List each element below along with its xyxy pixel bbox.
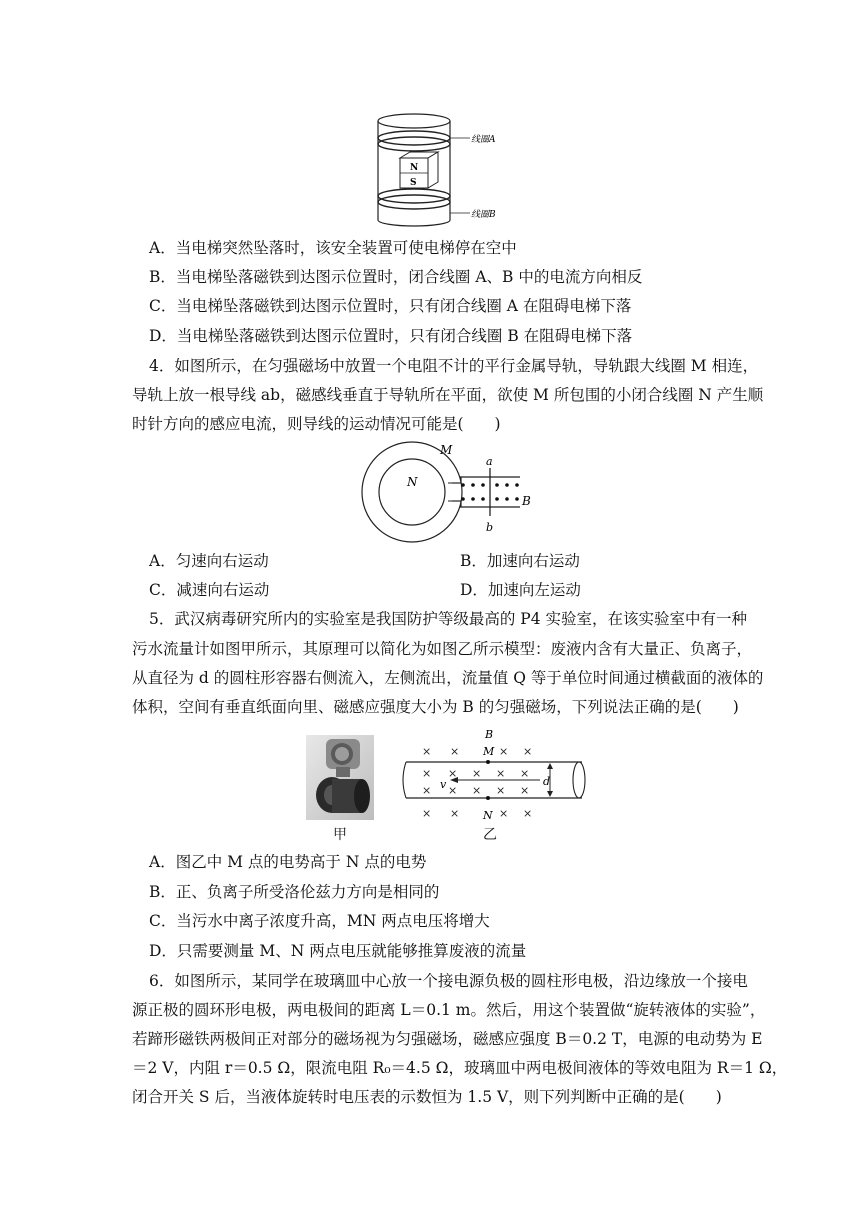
field-cross-mark: × bbox=[499, 745, 509, 758]
q6-stem-line-2: 源正极的圆环形电极，两电极间的距离 L＝0.1 m。然后，用这个装置做“旋转液体的实验”， bbox=[132, 1001, 766, 1019]
field-cross-mark: × bbox=[422, 745, 432, 758]
q5-stem-line-4: 体积，空间有垂直纸面向里、磁感应强度大小为 B 的匀强磁场，下列说法正确的是( ) bbox=[132, 698, 739, 716]
q5-stem-line-3: 从直径为 d 的圆柱形容器右侧流入，左侧流出，流量值 Q 等于单位时间通过横截面的液体的 bbox=[132, 669, 764, 687]
q4-figure-coil-rails bbox=[355, 440, 545, 550]
field-cross-mark: × bbox=[448, 767, 458, 780]
caption-jia: 甲 bbox=[333, 827, 347, 843]
field-cross-mark: × bbox=[472, 767, 482, 780]
q5-stem-line-1: 5．武汉病毒研究所内的实验室是我国防护等级最高的 P4 实验室，在该实验室中有一种 bbox=[149, 610, 748, 628]
coil-m-label: M bbox=[440, 443, 453, 457]
q4-stem-line-2: 导轨上放一根导线 ab，磁感线垂直于导轨所在平面，欲使 M 所包围的小闭合线圈 N 产生顺 bbox=[132, 386, 764, 404]
q6-stem-line-5: 闭合开关 S 后，当液体旋转时电压表的示数恒为 1.5 V，则下列判断中正确的是( ) bbox=[132, 1088, 722, 1106]
q3-option-b: B．当电梯坠落磁铁到达图示位置时，闭合线圈 A、B 中的电流方向相反 bbox=[149, 268, 643, 286]
point-n-label: N bbox=[483, 809, 493, 822]
coil-a-label: 线圈A bbox=[471, 135, 496, 145]
caption-yi: 乙 bbox=[483, 827, 497, 843]
q4-option-d: D．加速向左运动 bbox=[460, 581, 581, 599]
q4-stem-line-3: 时针方向的感应电流，则导线的运动情况可能是( ) bbox=[132, 415, 501, 433]
q6-stem-line-4: ＝2 V，内阻 r＝0.5 Ω，限流电阻 R₀＝4.5 Ω，玻璃皿中两电极间液体的等效电阻为 R＝1 Ω， bbox=[132, 1059, 788, 1077]
q6-stem-line-3: 若蹄形磁铁两极间正对部分的磁场视为匀强磁场，磁感应强度 B＝0.2 T，电源的电动势为 E bbox=[132, 1030, 763, 1048]
q5-option-b: B．正、负离子所受洛伦兹力方向是相同的 bbox=[149, 883, 440, 901]
q4-option-c: C．减速向右运动 bbox=[149, 581, 270, 599]
q3-figure-elevator-coils bbox=[370, 108, 510, 228]
field-b-label: B bbox=[522, 494, 531, 508]
q5-stem-line-2: 污水流量计如图甲所示，其原理可以简化为如图乙所示模型：废液内含有大量正、负离子， bbox=[132, 640, 753, 658]
field-cross-mark: × bbox=[520, 767, 530, 780]
magnet-n-label: N bbox=[410, 163, 419, 173]
q3-option-a: A．当电梯突然坠落时，该安全装置可使电梯停在空中 bbox=[149, 239, 517, 257]
q5-option-a: A．图乙中 M 点的电势高于 N 点的电势 bbox=[149, 853, 427, 871]
field-cross-mark: × bbox=[472, 784, 482, 797]
q5-option-d: D．只需要测量 M、N 两点电压就能够推算废液的流量 bbox=[149, 942, 527, 960]
coil-b-label: 线圈B bbox=[471, 210, 496, 220]
q5-option-c: C．当污水中离子浓度升高，MN 两点电压将增大 bbox=[149, 912, 490, 930]
q3-option-d: D．当电梯坠落磁铁到达图示位置时，只有闭合线圈 B 在阻碍电梯下落 bbox=[149, 327, 633, 345]
field-cross-mark: × bbox=[450, 745, 460, 758]
q5-figure-yi-pipe-field bbox=[400, 728, 590, 826]
field-cross-mark: × bbox=[496, 784, 506, 797]
q5-figure-jia-flowmeter-photo bbox=[306, 735, 374, 820]
q3-option-c: C．当电梯坠落磁铁到达图示位置时，只有闭合线圈 A 在阻碍电梯下落 bbox=[149, 297, 632, 315]
field-cross-mark: × bbox=[523, 807, 533, 820]
field-cross-mark: × bbox=[499, 807, 509, 820]
velocity-v-label: v bbox=[440, 778, 447, 791]
field-cross-mark: × bbox=[520, 784, 530, 797]
point-m-label: M bbox=[483, 745, 495, 758]
field-cross-mark: × bbox=[448, 784, 458, 797]
field-cross-mark: × bbox=[422, 767, 432, 780]
q6-stem-line-1: 6．如图所示，某同学在玻璃皿中心放一个接电源负极的圆柱形电极，沿边缘放一个接电 bbox=[149, 972, 748, 990]
magnet-s-label: S bbox=[410, 178, 417, 188]
wire-b-label: b bbox=[486, 521, 494, 534]
field-cross-mark: × bbox=[450, 807, 460, 820]
wire-a-label: a bbox=[486, 455, 493, 468]
diameter-d-label: d bbox=[543, 775, 551, 788]
coil-n-label: N bbox=[407, 475, 418, 489]
field-cross-mark: × bbox=[422, 784, 432, 797]
q4-option-b: B．加速向右运动 bbox=[460, 552, 580, 570]
field-cross-mark: × bbox=[496, 767, 506, 780]
field-b-label: B bbox=[485, 728, 494, 741]
q4-stem-line-1: 4．如图所示，在匀强磁场中放置一个电阻不计的平行金属导轨，导轨跟大线圈 M 相连， bbox=[149, 357, 759, 375]
field-cross-mark: × bbox=[422, 807, 432, 820]
q4-option-a: A．匀速向右运动 bbox=[149, 552, 269, 570]
field-cross-mark: × bbox=[523, 745, 533, 758]
